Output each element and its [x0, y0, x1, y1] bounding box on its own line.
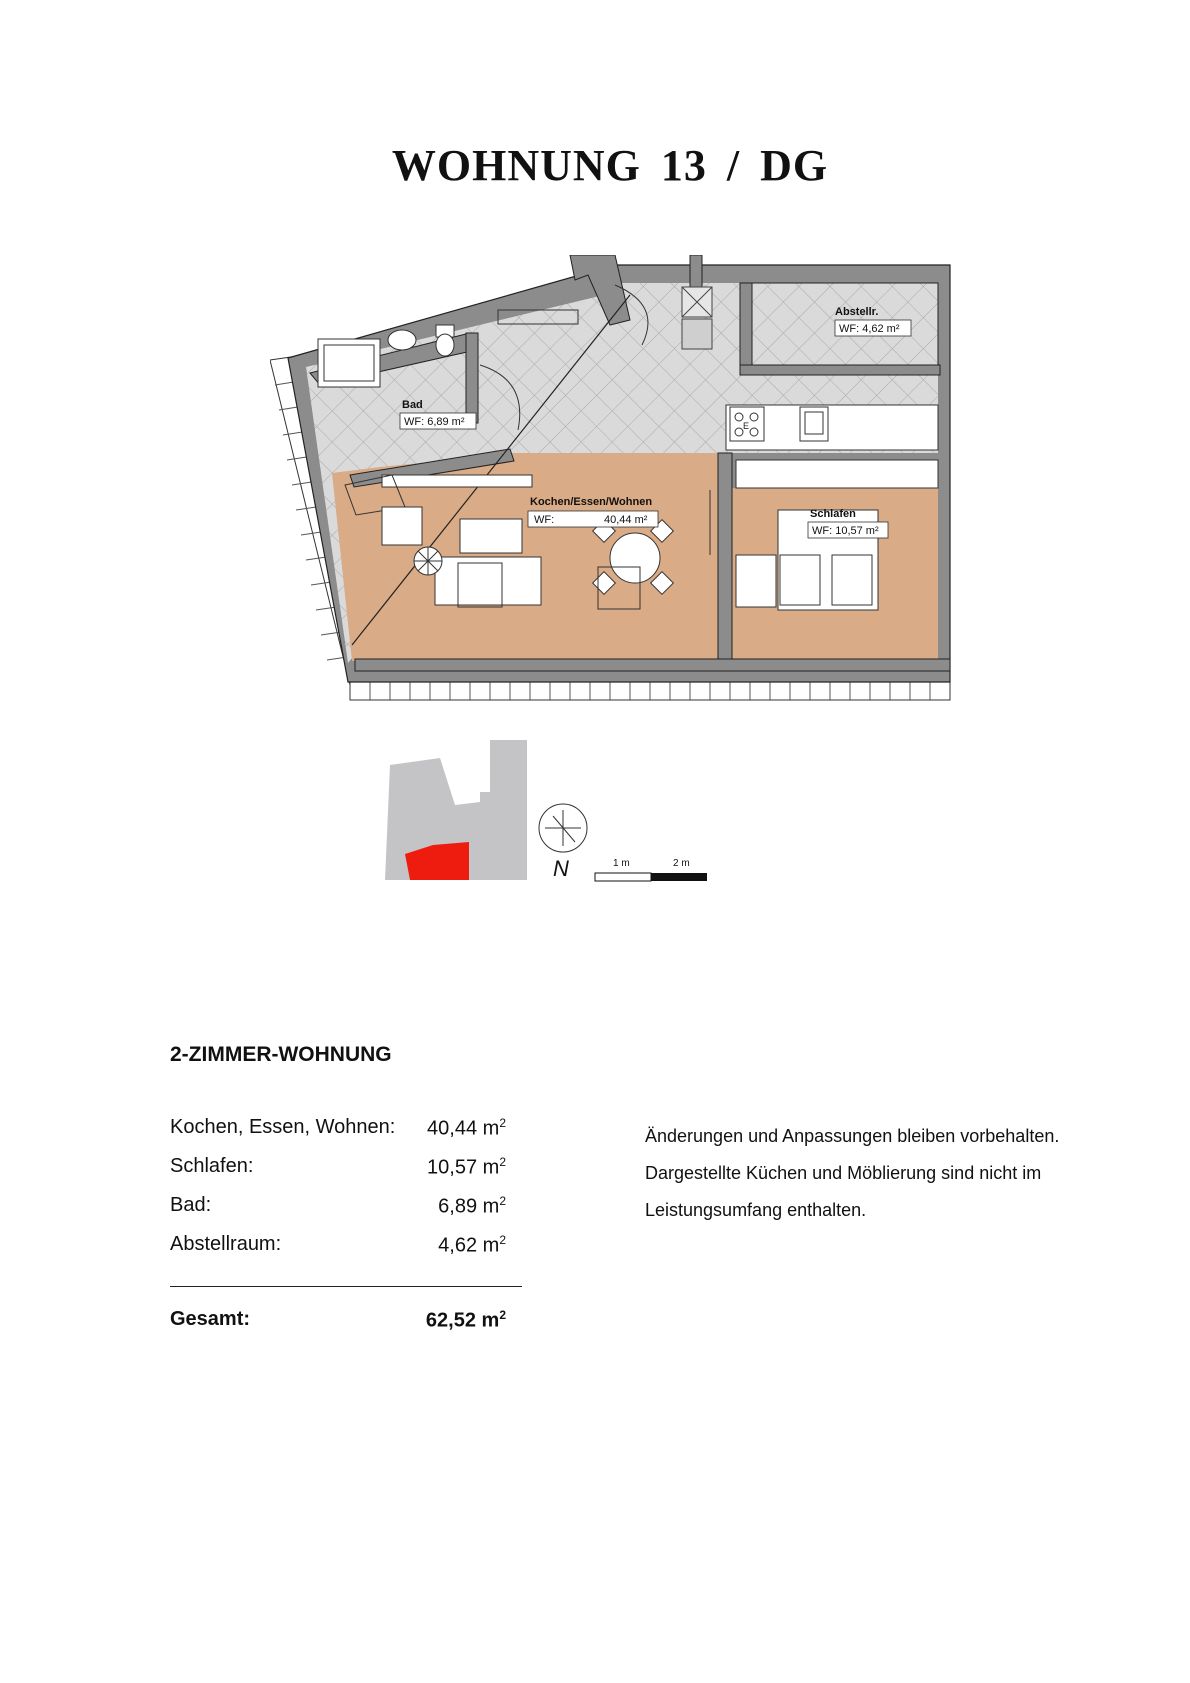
floor-plan	[270, 255, 970, 710]
compass-icon	[539, 804, 587, 852]
roof-bottom-strip	[350, 682, 950, 700]
area-row-value: 10,57 $m^2$	[427, 1155, 506, 1179]
room-area-storage: WF: 4,62 m²	[839, 323, 900, 335]
scale-label-1m: 1 m	[613, 858, 630, 869]
room-area-bedroom: WF: 10,57 m²	[812, 525, 879, 537]
area-row	[170, 1155, 530, 1194]
area-row-label: Bad:	[170, 1194, 212, 1216]
area-row-label: Schlafen:	[170, 1155, 254, 1177]
disclaimer-line: Leistungsumfang enthalten.	[645, 1200, 867, 1220]
area-row	[170, 1233, 530, 1272]
scale-label-2m: 2 m	[673, 858, 690, 869]
site-plan	[385, 740, 725, 895]
area-row-value: 40,44 $m^2$	[427, 1116, 506, 1140]
area-row-label: Kochen, Essen, Wohnen:	[170, 1116, 396, 1138]
scale-bar	[595, 873, 707, 881]
north-label: N	[553, 856, 569, 881]
total-value: 62,52 $m^2$	[425, 1308, 506, 1332]
area-row	[170, 1194, 530, 1233]
room-area-value-living: 40,44 m²	[604, 514, 648, 526]
total-row	[170, 1308, 530, 1331]
disclaimer-line: Dargestellte Küchen und Möblierung sind nicht im	[645, 1163, 1042, 1183]
oven-mark: E	[743, 421, 750, 431]
room-label-storage: Abstellr.	[835, 306, 879, 318]
room-label-living: Kochen/Essen/Wohnen	[530, 496, 653, 508]
area-row-value: 6,89 $m^2$	[438, 1194, 506, 1218]
total-divider	[170, 1286, 522, 1287]
area-row	[170, 1116, 530, 1155]
plant-icon	[414, 547, 442, 575]
room-label-bedroom: Schlafen	[810, 508, 856, 520]
total-label: Gesamt:	[170, 1308, 251, 1330]
area-row-label: Abstellraum:	[170, 1233, 282, 1255]
bedroom-wardrobe	[736, 460, 938, 488]
area-table	[170, 1116, 530, 1272]
room-area-label-living: WF:	[534, 514, 555, 526]
room-label-bath: Bad	[402, 399, 423, 411]
apartment-type: 2-ZIMMER-WOHNUNG	[170, 1043, 392, 1066]
room-area-bath: WF: 6,89 m²	[404, 416, 465, 428]
area-row-value: 4,62 $m^2$	[438, 1233, 506, 1257]
disclaimer	[645, 1118, 1095, 1229]
disclaimer-line: Änderungen und Anpassungen bleiben vorbehalten.	[645, 1126, 1060, 1146]
page-title: WOHNUNG 13 / DG	[391, 141, 829, 190]
